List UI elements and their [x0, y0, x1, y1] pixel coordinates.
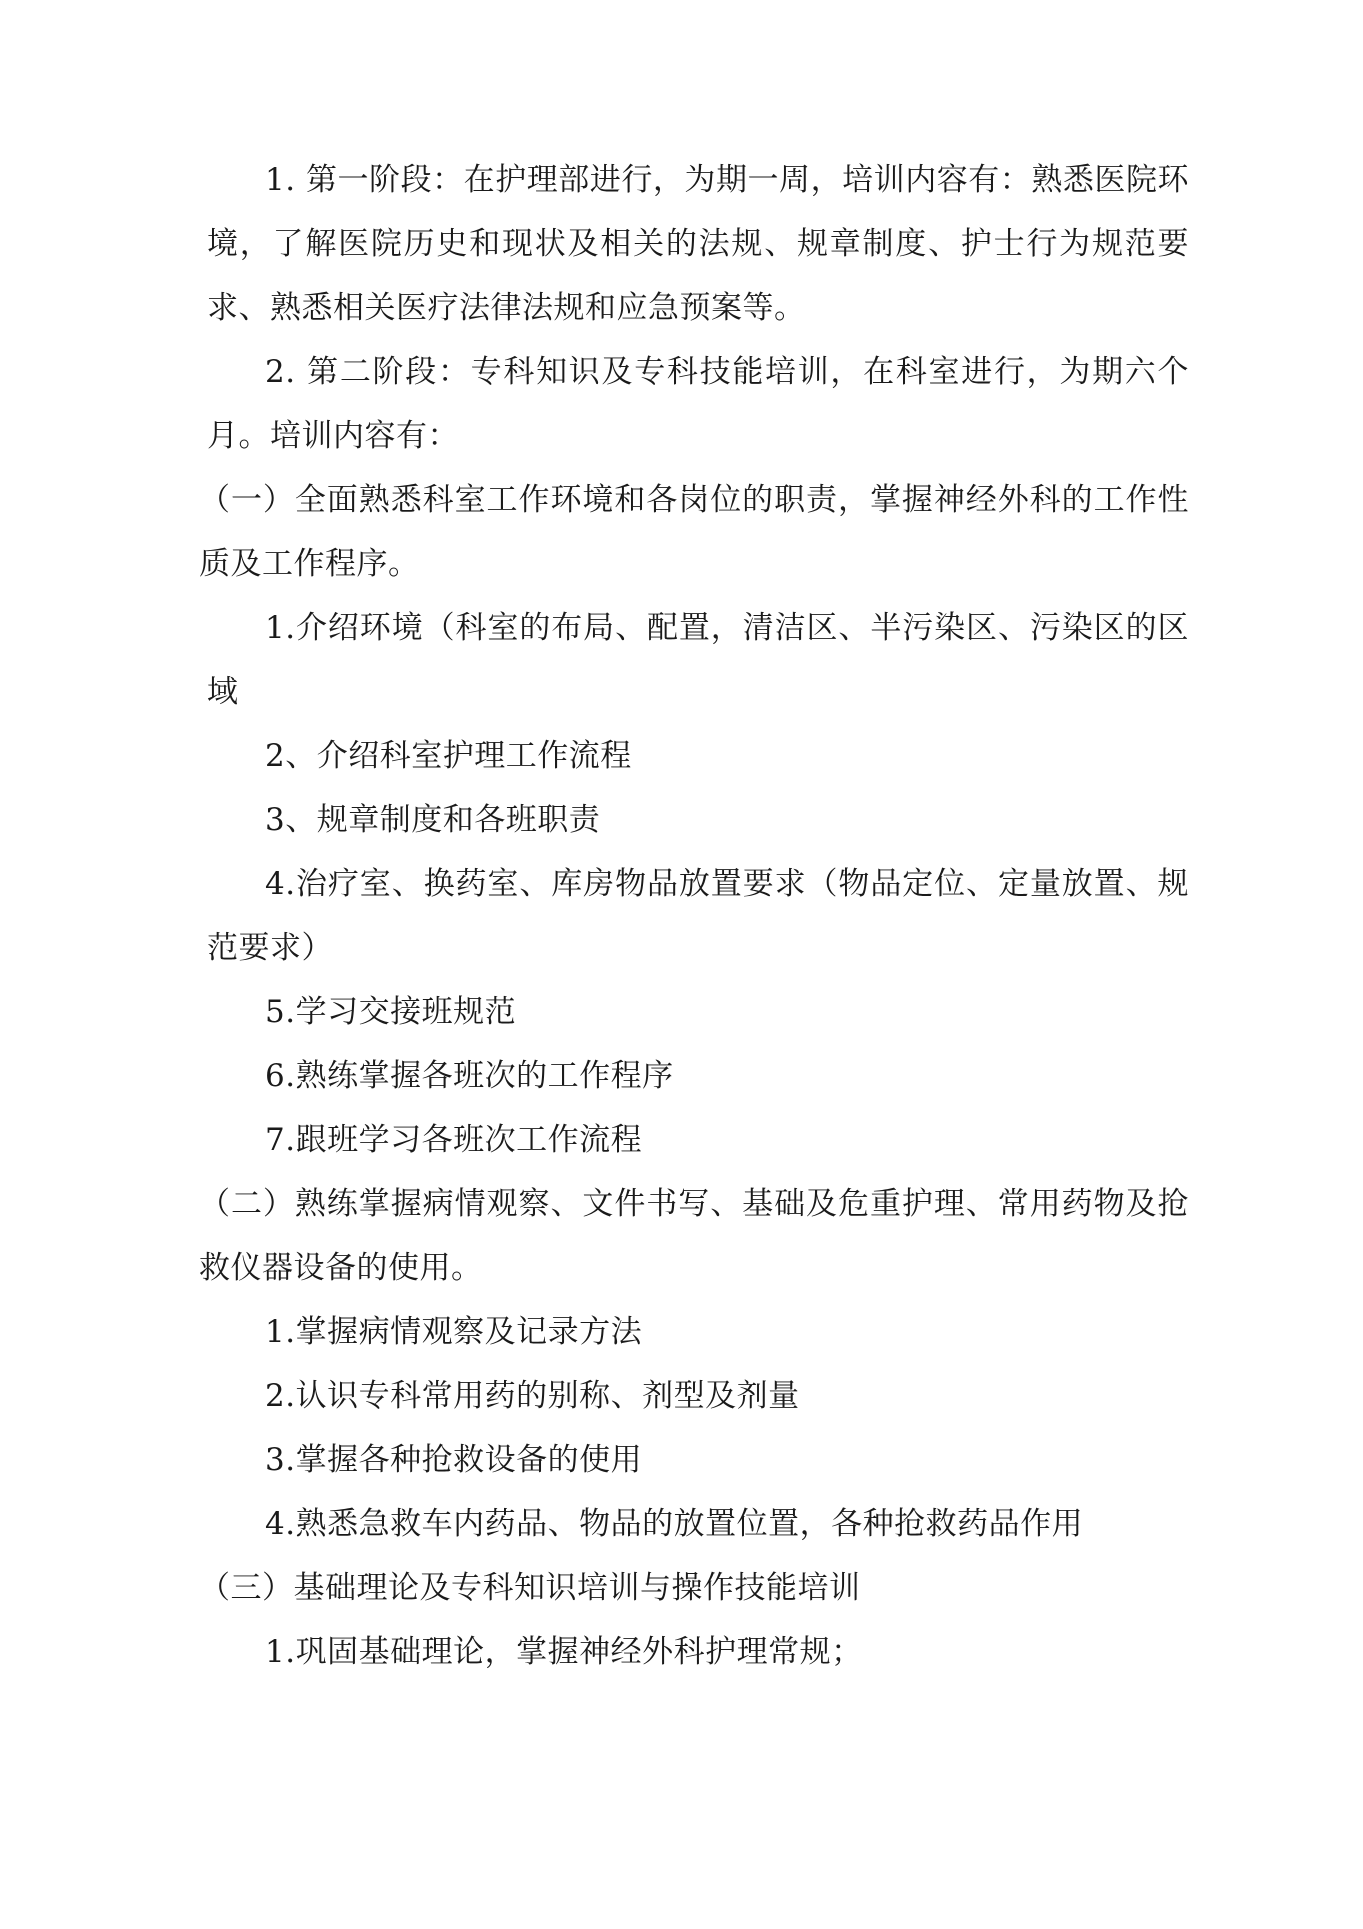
list-item: 6.熟练掌握各班次的工作程序 — [265, 1058, 674, 1094]
list-item: 4.熟悉急救车内药品、物品的放置位置，各种抢救药品作用 — [265, 1506, 1084, 1542]
list-item: 3、规章制度和各班职责 — [265, 802, 601, 838]
list-item: 1.掌握病情观察及记录方法 — [265, 1314, 643, 1350]
list-item: 1.巩固基础理论，掌握神经外科护理常规； — [265, 1634, 863, 1670]
list-item: 1.介绍环境（科室的布局、配置，清洁区、半污染区、污染区的区域 — [207, 610, 1189, 710]
paragraph-stage-two: 2. 第二阶段：专科知识及专科技能培训，在科室进行，为期六个月。培训内容有： — [207, 354, 1189, 454]
list-item: 5.学习交接班规范 — [265, 994, 517, 1030]
section-heading-one: （一）全面熟悉科室工作环境和各岗位的职责，掌握神经外科的工作性质及工作程序。 — [199, 482, 1189, 582]
section-heading-two: （二）熟练掌握病情观察、文件书写、基础及危重护理、常用药物及抢救仪器设备的使用。 — [199, 1186, 1189, 1286]
paragraph-stage-one: 1. 第一阶段：在护理部进行，为期一周，培训内容有：熟悉医院环境，了解医院历史和现状及相关的法规、规章制度、护士行为规范要求、熟悉相关医疗法律法规和应急预案等。 — [207, 162, 1189, 326]
section-heading-three: （三）基础理论及专科知识培训与操作技能培训 — [199, 1570, 861, 1606]
list-item: 3.掌握各种抢救设备的使用 — [265, 1442, 643, 1478]
list-item: 7.跟班学习各班次工作流程 — [265, 1122, 643, 1158]
document-body — [199, 148, 1189, 1684]
list-item: 2.认识专科常用药的别称、剂型及剂量 — [265, 1378, 800, 1414]
list-item: 2、介绍科室护理工作流程 — [265, 738, 632, 774]
list-item: 4.治疗室、换药室、库房物品放置要求（物品定位、定量放置、规范要求） — [207, 866, 1189, 966]
